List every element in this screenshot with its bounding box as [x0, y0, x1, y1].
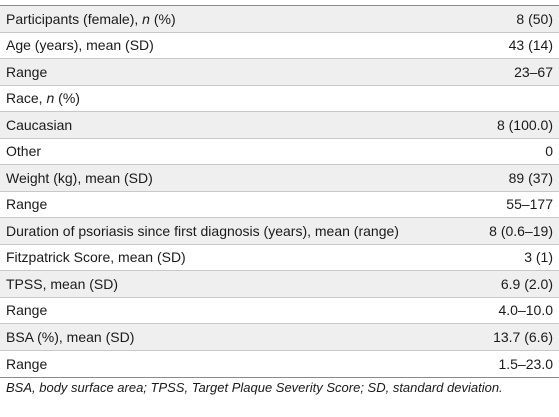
- row-value: 4.0–10.0: [498, 302, 553, 319]
- table-row: [0, 192, 559, 219]
- table-row: [0, 6, 559, 33]
- row-label: Fitzpatrick Score, mean (SD): [6, 249, 186, 266]
- row-value: 0: [545, 143, 553, 160]
- row-label: Race, n (%): [6, 90, 80, 107]
- row-label: TPSS, mean (SD): [6, 275, 119, 292]
- table-footnote: BSA, body surface area; TPSS, Target Plaque Severity Score; SD, standard deviation.: [6, 380, 503, 395]
- row-value: 1.5–23.0: [498, 355, 553, 372]
- row-label: Range: [6, 63, 48, 80]
- table-row: [0, 351, 559, 378]
- row-label: Participants (female), n (%): [6, 10, 176, 27]
- row-label: Age (years), mean (SD): [6, 37, 154, 54]
- row-label: BSA (%), mean (SD): [6, 328, 135, 345]
- row-value: 8 (0.6–19): [489, 222, 553, 239]
- table-row: [0, 271, 559, 298]
- row-value: 3 (1): [524, 249, 553, 266]
- demographics-table: [0, 5, 559, 378]
- row-value: 8 (50): [516, 10, 553, 27]
- row-value: 13.7 (6.6): [493, 328, 553, 345]
- row-label: Caucasian: [6, 116, 73, 133]
- row-value: 8 (100.0): [496, 116, 553, 133]
- row-label: Weight (kg), mean (SD): [6, 169, 153, 186]
- table-row: [0, 33, 559, 60]
- row-label: Range: [6, 302, 48, 319]
- row-value: 23–67: [514, 63, 553, 80]
- row-label: Duration of psoriasis since first diagnosis (years), mean (range): [6, 222, 399, 239]
- table-row: [0, 298, 559, 325]
- table-row: [0, 59, 559, 86]
- row-label: Range: [6, 196, 48, 213]
- table-row: [0, 218, 559, 245]
- table-row: [0, 245, 559, 272]
- row-label: Range: [6, 355, 48, 372]
- table-row: [0, 324, 559, 351]
- row-label: Other: [6, 143, 42, 160]
- row-value: 89 (37): [508, 169, 553, 186]
- table-row: [0, 86, 559, 113]
- row-value: 55–177: [506, 196, 553, 213]
- row-value: 43 (14): [508, 37, 553, 54]
- table-row: [0, 165, 559, 192]
- row-value: 6.9 (2.0): [500, 275, 553, 292]
- table-row: [0, 112, 559, 139]
- table-row: [0, 139, 559, 166]
